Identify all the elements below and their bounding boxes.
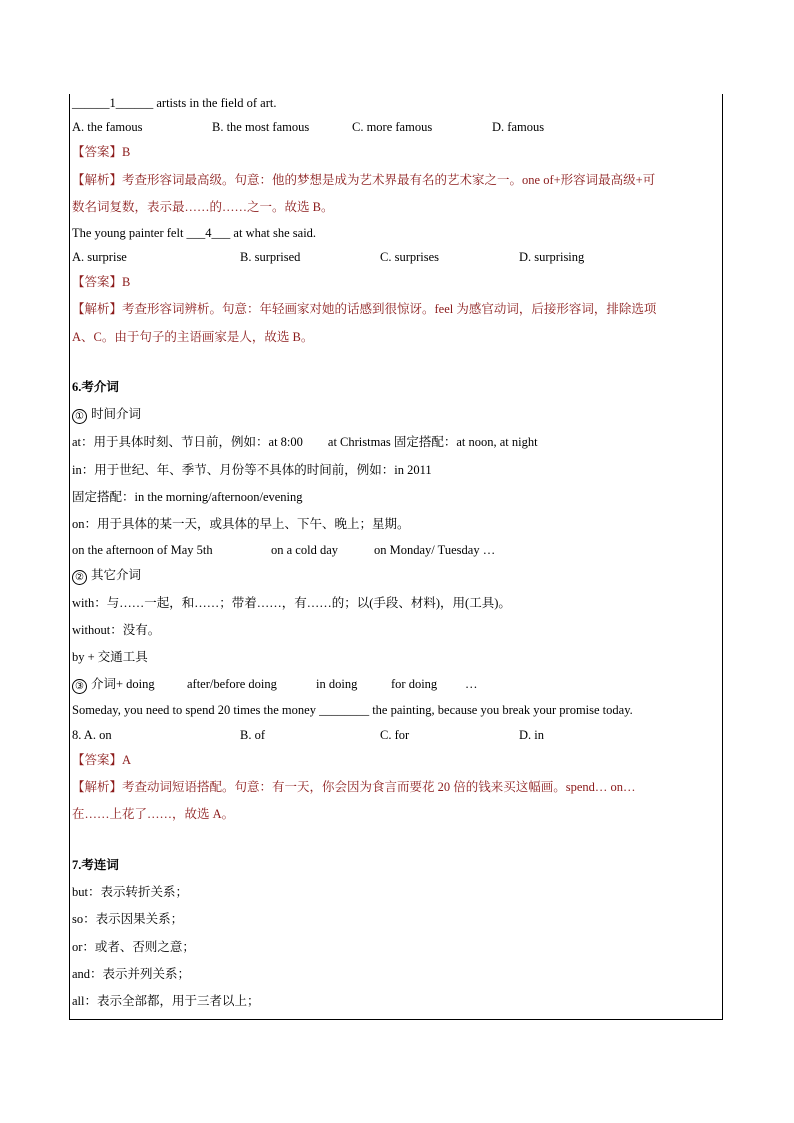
q4-option-a: A. surprise [72, 250, 127, 264]
sec6-on-example-2: on a cold day [271, 543, 338, 557]
q4-option-b: B. surprised [240, 250, 301, 264]
sec6-at-line: at：用于具体时刻、节日前，例如：at 8:00 at Christmas 固定搭配：at noon, at night [72, 435, 538, 449]
sec6-sub1: ① 时间介词 [72, 406, 141, 424]
q8-analysis-line1: 【解析】考查动词短语搭配。句意：有一天，你会因为食言而要花 20 倍的钱来买这幅画。spend… on… [72, 780, 636, 794]
sec6-on-example-3: on Monday/ Tuesday … [374, 543, 496, 557]
sec6-sub3-item-5: … [465, 677, 478, 691]
q8-analysis-line2: 在……上花了……，故选 A。 [72, 807, 235, 821]
sec6-by-line: by + 交通工具 [72, 650, 148, 664]
q1-option-c: C. more famous [352, 120, 433, 134]
sec6-without-line: without：没有。 [72, 623, 161, 637]
sec6-sub3: ③ 介词+ doing [72, 676, 155, 694]
circled-number-icon: ③ [72, 679, 87, 694]
sec6-on-line: on：用于具体的某一天，或具体的早上、下午、晚上；星期。 [72, 517, 410, 531]
q8-option-d: D. in [519, 728, 544, 742]
sec6-title: 6.考介词 [72, 380, 119, 394]
q1-analysis-line1: 【解析】考查形容词最高级。句意：他的梦想是成为艺术界最有名的艺术家之一。one of+形容词最高级+可 [72, 173, 656, 187]
q4-option-d: D. surprising [519, 250, 585, 264]
sec7-item-but: but：表示转折关系； [72, 885, 188, 899]
sec6-sub2: ② 其它介词 [72, 567, 141, 585]
q4-answer: 【答案】B [72, 275, 131, 289]
sec6-on-example-1: on the afternoon of May 5th [72, 543, 213, 557]
sec7-title: 7.考连词 [72, 858, 119, 872]
q8-option-a: 8. A. on [72, 728, 112, 742]
q1-option-d: D. famous [492, 120, 545, 134]
circled-number-icon: ① [72, 409, 87, 424]
sec6-with-line: with：与……一起，和……；带着……，有……的；以(手段、材料)，用(工具)。 [72, 596, 511, 610]
sec6-fixed-line: 固定搭配：in the morning/afternoon/evening [72, 490, 303, 504]
q4-analysis-line2: A、C。由于句子的主语画家是人，故选 B。 [72, 330, 314, 344]
q4-option-c: C. surprises [380, 250, 440, 264]
sec7-item-so: so：表示因果关系； [72, 912, 184, 926]
sec6-in-line: in：用于世纪、年、季节、月份等不具体的时间前，例如：in 2011 [72, 463, 432, 477]
q1-stem: ______1______ artists in the field of art. [72, 96, 277, 110]
q8-stem: Someday, you need to spend 20 times the money ________ the painting, because you break your promise today. [72, 703, 633, 717]
sec6-sub3-item-2: after/before doing [187, 677, 277, 691]
q8-option-c: C. for [380, 728, 410, 742]
q1-answer: 【答案】B [72, 145, 131, 159]
q8-answer: 【答案】A [72, 753, 132, 767]
q1-option-a: A. the famous [72, 120, 143, 134]
sec6-sub3-item-3: in doing [316, 677, 358, 691]
sec7-item-all: all：表示全部都，用于三者以上； [72, 994, 260, 1008]
sec7-item-or: or：或者、否则之意； [72, 940, 195, 954]
sec7-item-and: and：表示并列关系； [72, 967, 191, 981]
q4-analysis-line1: 【解析】考查形容词辨析。句意：年轻画家对她的话感到很惊讶。feel 为感官动词，后接形容词，排除选项 [72, 302, 657, 316]
sec6-sub3-item-4: for doing [391, 677, 438, 691]
q4-stem: The young painter felt ___4___ at what she said. [72, 226, 317, 240]
q1-option-b: B. the most famous [212, 120, 310, 134]
q1-analysis-line2: 数名词复数，表示最……的……之一。故选 B。 [72, 200, 334, 214]
q8-option-b: B. of [240, 728, 265, 742]
circled-number-icon: ② [72, 570, 87, 585]
